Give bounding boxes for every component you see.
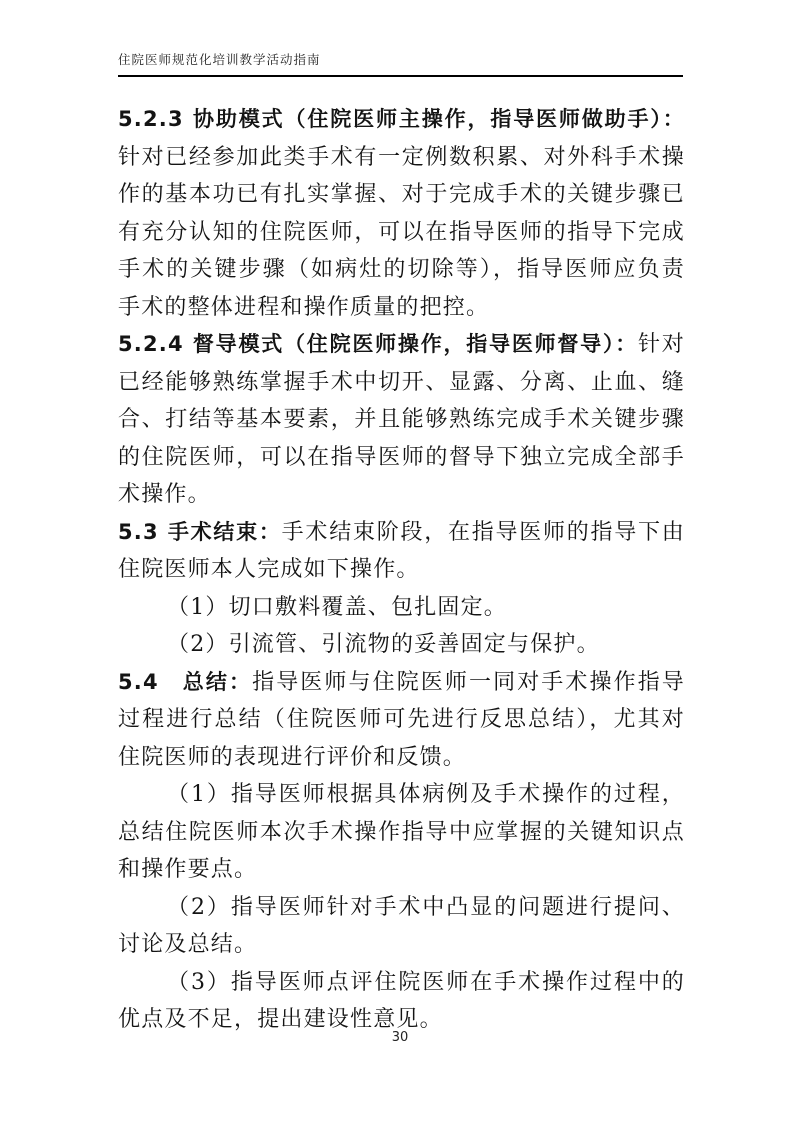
list-item-5-4-2 xyxy=(118,889,685,964)
page-number: 30 xyxy=(391,1030,409,1045)
section-5-3-heading: 5.3 手术结束： xyxy=(118,519,282,544)
section-5-3-text: 手术结束阶段，在指导医师的指导下由住院医师本人完成如下操作。 xyxy=(118,519,686,582)
section-5-2-3-heading: 5.2.3 协助模式（住院医师主操作，指导医师做助手）： xyxy=(118,107,685,131)
list-item-5-4-1 xyxy=(118,776,685,889)
list-item-5-3-2-text: （2）引流管、引流物的妥善固定与保护。 xyxy=(167,632,600,657)
section-5-2-3 xyxy=(118,101,685,326)
list-item-5-4-3-text: （3）指导医师点评住院医师在手术操作过程中的优点及不足，提出建设性意见。 xyxy=(118,969,685,1032)
section-5-2-4-heading: 5.2.4 督导模式（住院医师操作，指导医师督导）： xyxy=(118,332,638,356)
list-item-5-4-2-text: （2）指导医师针对手术中凸显的问题进行提问、讨论及总结。 xyxy=(118,894,685,957)
list-item-5-4-3 xyxy=(118,964,685,1039)
section-5-3 xyxy=(118,514,685,589)
running-header xyxy=(118,50,683,77)
list-item-5-3-1 xyxy=(118,589,685,627)
section-5-2-4 xyxy=(118,326,685,514)
list-item-5-3-2 xyxy=(118,626,685,664)
section-5-4 xyxy=(118,664,685,777)
section-5-4-heading: 5.4 总结： xyxy=(118,669,253,694)
section-5-4-text: 指导医师与住院医师一同对手术操作指导过程进行总结（住院医师可先进行反思总结），尤其对住院医师的表现进行评价和反馈。 xyxy=(118,669,685,770)
running-header-title: 住院医师规范化培训教学活动指南 xyxy=(118,52,321,67)
document-body xyxy=(118,101,685,1039)
list-item-5-4-1-text: （1）指导医师根据具体病例及手术操作的过程，总结住院医师本次手术操作指导中应掌握的关键知识点和操作要点。 xyxy=(118,782,685,882)
section-5-2-3-text: 针对已经参加此类手术有一定例数积累、对外科手术操作的基本功已有扎实掌握、对于完成手术的关键步骤已有充分认知的住院医师，可以在指导医师的指导下完成手术的关键步骤（如病灶的切除等），指导医师应负责手术的整体进程和操作质量的把控。 xyxy=(118,144,685,320)
list-item-5-3-1-text: （1）切口敷料覆盖、包扎固定。 xyxy=(167,594,507,620)
section-5-2-4-text: 针对已经能够熟练掌握手术中切开、显露、分离、止血、缝合、打结等基本要素，并且能够熟练完成手术关键步骤的住院医师，可以在指导医师的督导下独立完成全部手术操作。 xyxy=(118,332,685,507)
